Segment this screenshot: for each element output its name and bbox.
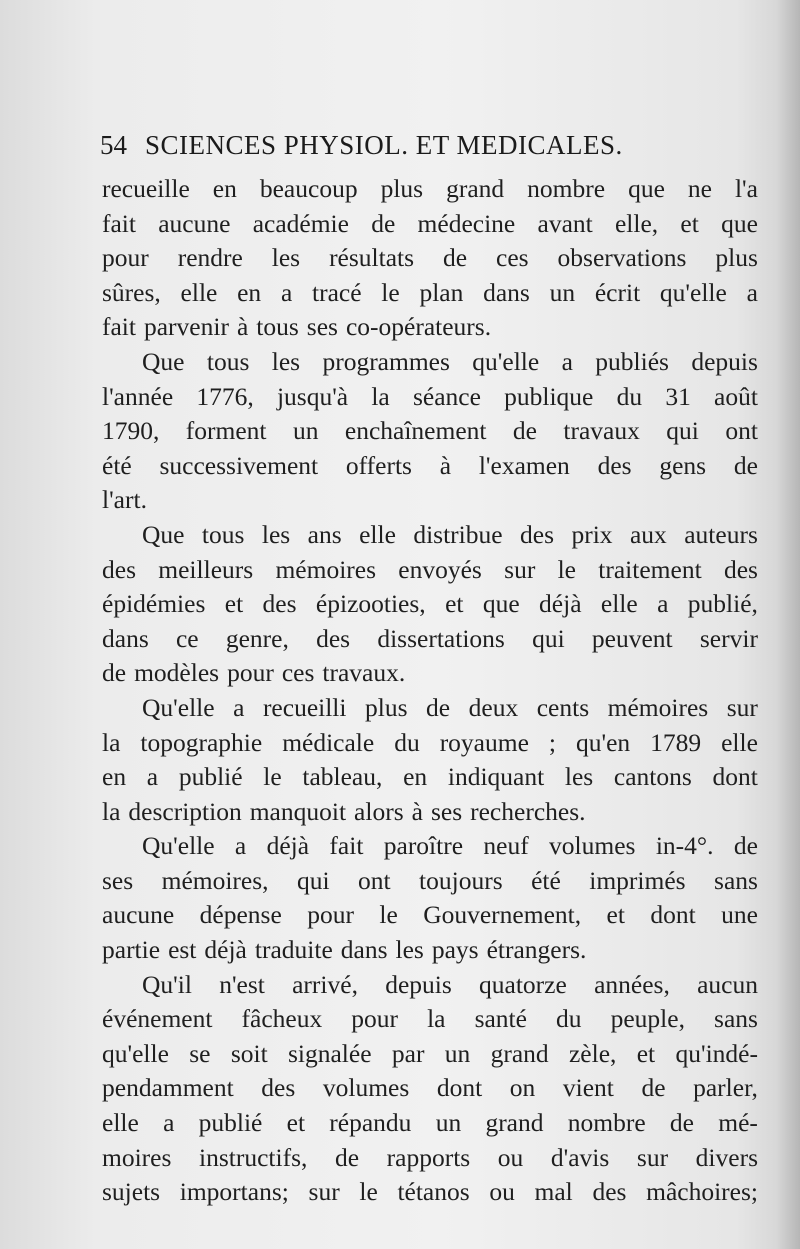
text-line: des meilleurs mémoires envoyés sur le traitement des	[102, 554, 758, 584]
text-line: fait parvenir à tous ses co-opérateurs.	[102, 312, 492, 342]
text-line: partie est déjà traduite dans les pays étrangers.	[102, 935, 587, 965]
page-edge-shadow	[776, 0, 800, 1249]
text-line: dans ce genre, des dissertations qui peuvent servir	[102, 623, 758, 653]
text-line: qu'elle se soit signalée par un grand zèle, et qu'indé-	[102, 1038, 758, 1068]
text-line: fait aucune académie de médecine avant elle, et que	[102, 208, 758, 238]
text-line: épidémies et des épizooties, et que déjà elle a publié,	[102, 589, 758, 619]
paragraph-start-line: Que tous les programmes qu'elle a publiés depuis	[142, 346, 758, 376]
text-line: recueille en beaucoup plus grand nombre que ne l'a	[102, 174, 758, 203]
text-line: la topographie médicale du royaume ; qu'en 1789 elle	[102, 727, 758, 757]
text-line: en a publié le tableau, en indiquant les cantons dont	[102, 762, 758, 792]
text-line: événement fâcheux pour la santé du peuple, sans	[102, 1004, 758, 1034]
text-line: l'art.	[102, 485, 147, 515]
text-line: 1790, forment un enchaînement de travaux qui ont	[102, 416, 758, 446]
text-line: ses mémoires, qui ont toujours été imprimés sans	[102, 865, 758, 895]
text-line: la description manquoit alors à ses recherches.	[102, 796, 586, 826]
text-line: de modèles pour ces travaux.	[102, 658, 406, 688]
text-line: pour rendre les résultats de ces observations plus	[102, 243, 758, 273]
text-line: aucune dépense pour le Gouvernement, et dont une	[102, 900, 758, 930]
body-text	[102, 172, 758, 1210]
paragraph-start-line: Que tous les ans elle distribue des prix aux auteurs	[142, 519, 758, 549]
paragraph-start-line: Qu'elle a recueilli plus de deux cents mémoires sur	[142, 692, 758, 722]
text-line: sujets importans; sur le tétanos ou mal des mâchoires;	[102, 1177, 758, 1207]
running-head: SCIENCES PHYSIOL. ET MEDICALES.	[145, 130, 623, 160]
page-header	[100, 130, 700, 166]
text-line: moires instructifs, de rapports ou d'avis sur divers	[102, 1142, 758, 1172]
paragraph-start-line: Qu'il n'est arrivé, depuis quatorze années, aucun	[142, 969, 758, 999]
page-number: 54	[100, 130, 127, 160]
text-line: pendamment des volumes dont on vient de parler,	[102, 1073, 758, 1103]
text-line: été successivement offerts à l'examen des gens de	[102, 450, 758, 480]
text-line: sûres, elle en a tracé le plan dans un écrit qu'elle a	[102, 277, 758, 307]
text-line: l'année 1776, jusqu'à la séance publique du 31 août	[102, 381, 758, 411]
paragraph-start-line: Qu'elle a déjà fait paroître neuf volumes in-4°. de	[142, 831, 758, 861]
text-line: elle a publié et répandu un grand nombre de mé-	[102, 1108, 758, 1138]
